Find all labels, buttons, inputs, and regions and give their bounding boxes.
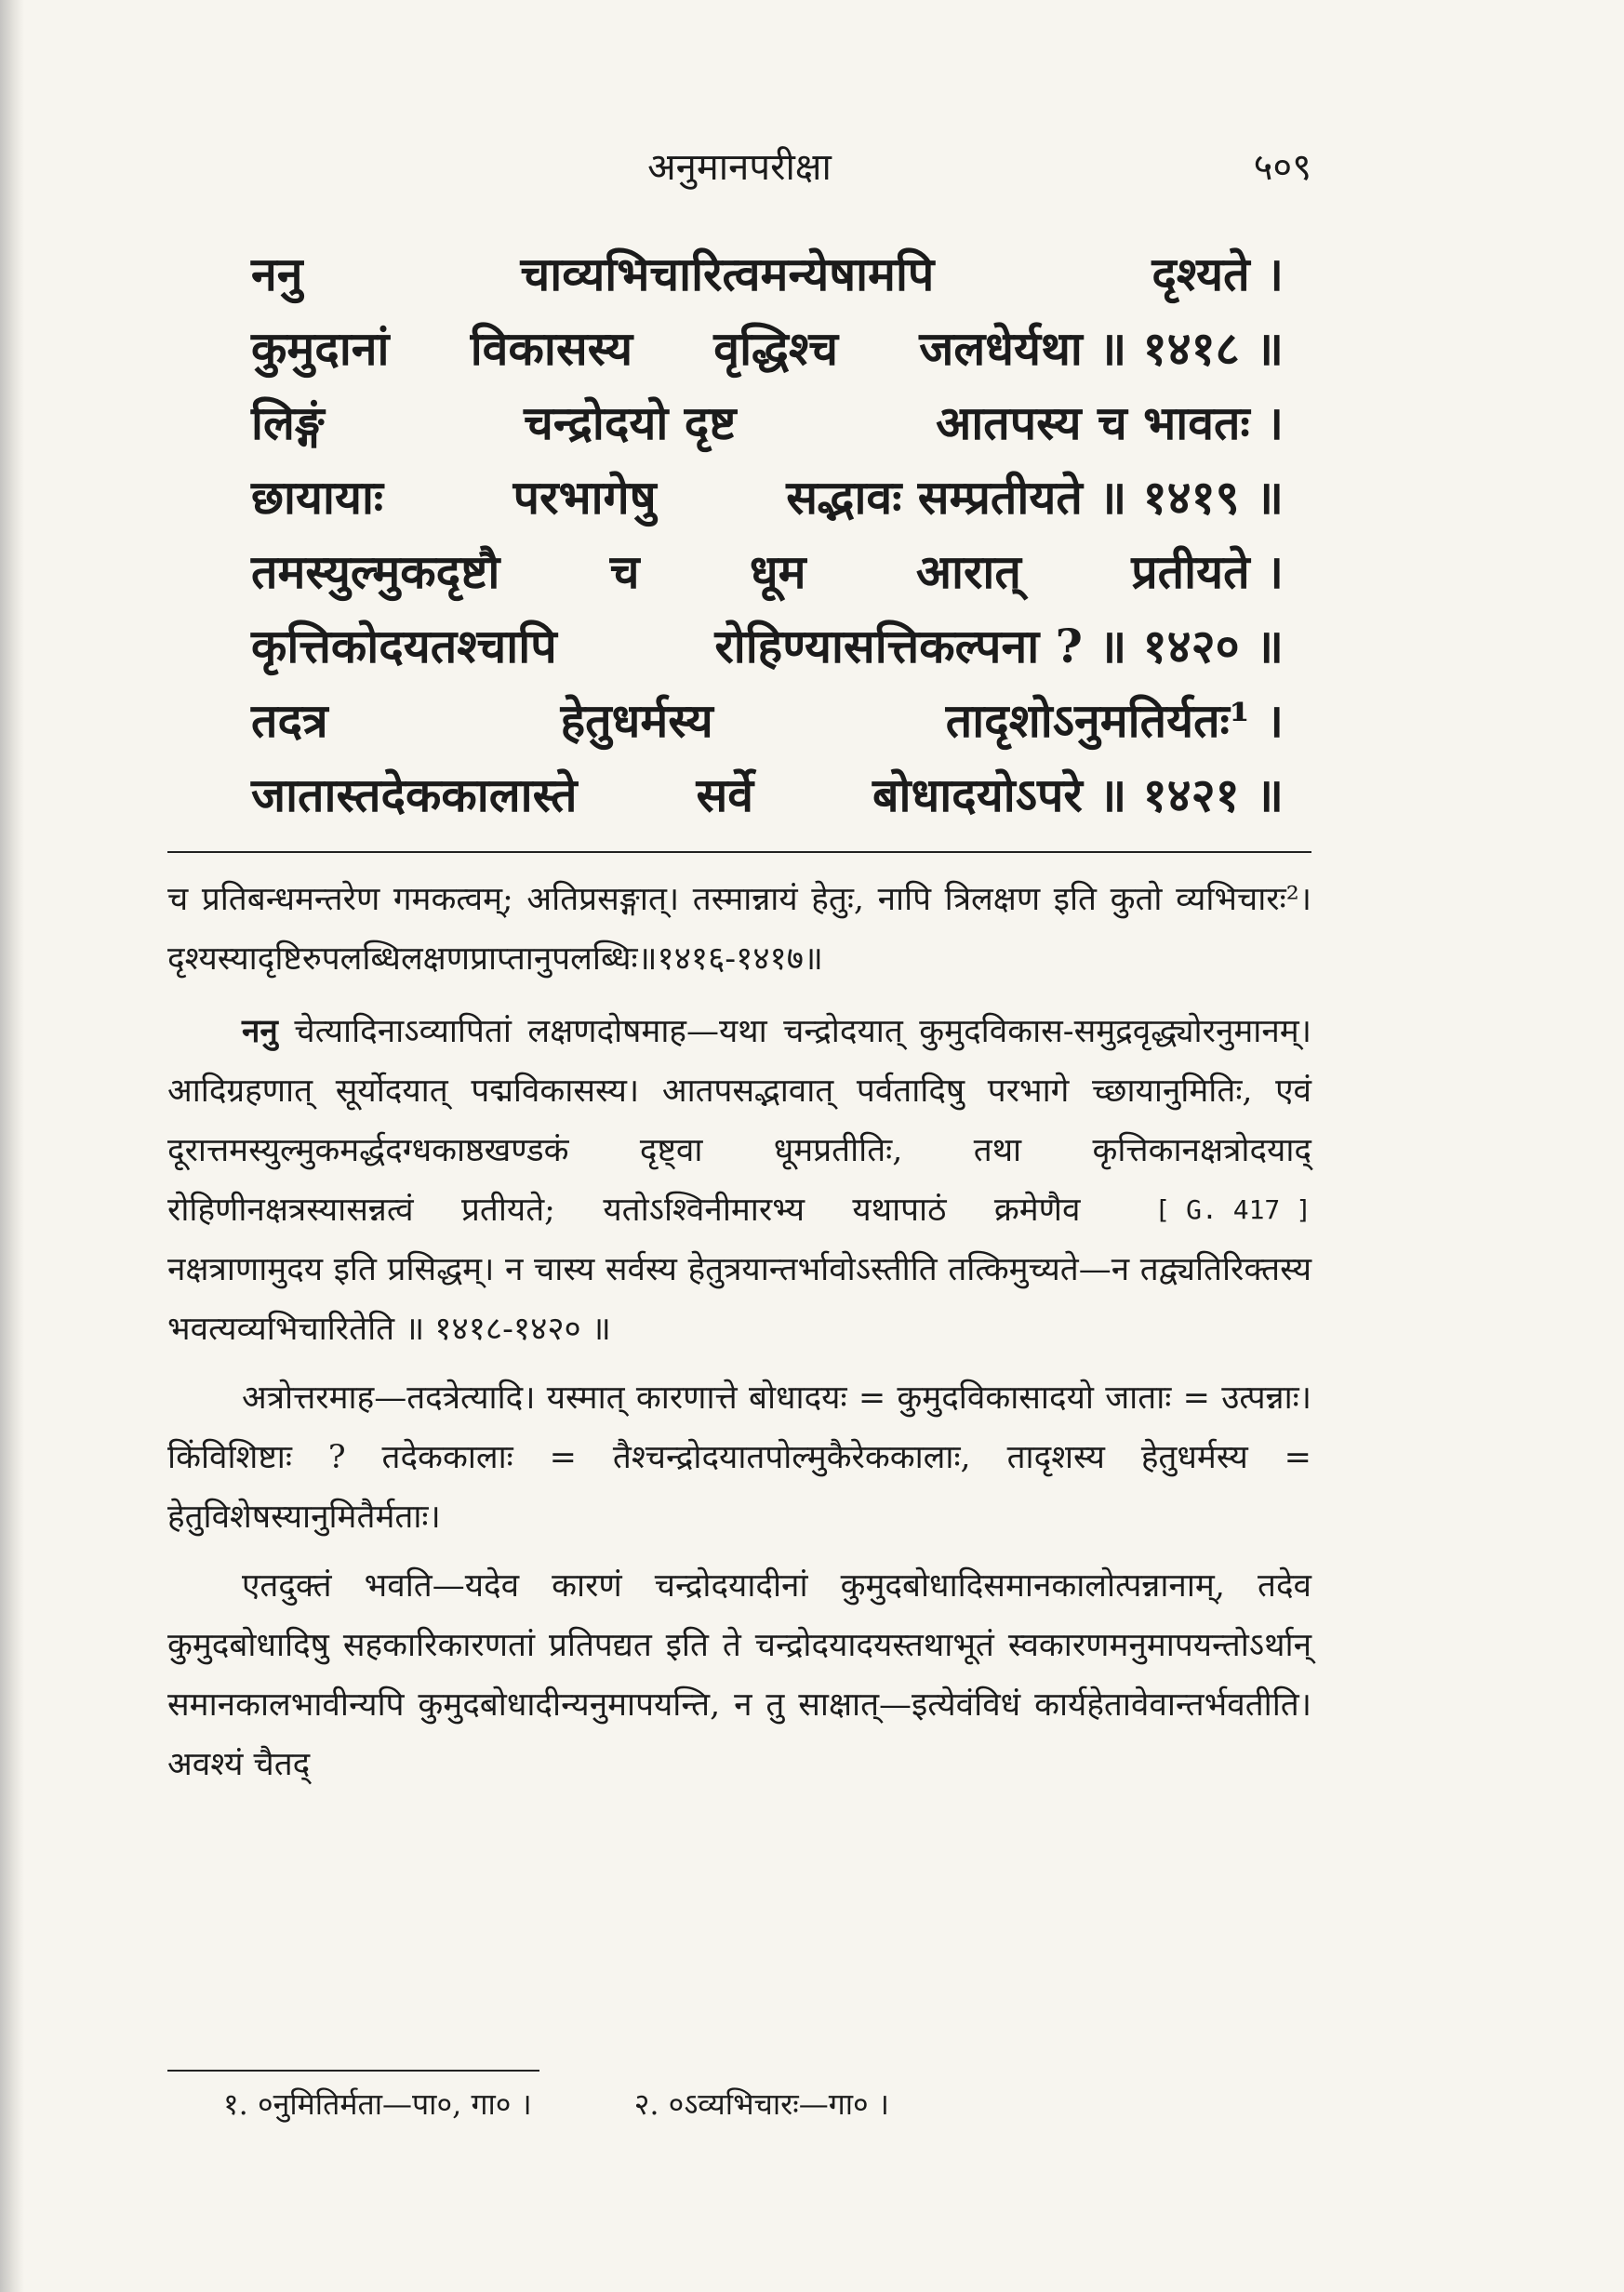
verse-word: कृत्तिकोदयतश्चापि <box>251 619 557 673</box>
verse-word: जातास्तदेककालास्ते <box>251 767 578 822</box>
verse-line <box>251 609 1284 684</box>
verse-word: सर्वे <box>696 767 754 822</box>
running-title: अनुमानपरीक्षा <box>647 146 832 189</box>
verse-word: छायायाः <box>251 470 383 525</box>
commentary-paragraph: अत्रोत्तरमाह—तदत्रेत्यादि। यस्मात् कारणात्ते बोधादयः = कुमुदविकासादयो जाताः = उत्पन्नाः। किंविशिष्टाः ? तदेककालाः = तैश्चन्द्रोदयातपोल्मुकैरेककालाः, तादृशस्य हेतुधर्मस्य = हेतुविशेषस्यानुमितैर्मताः। <box>167 1379 1311 1536</box>
verse-word: तदत्र <box>251 693 328 748</box>
verse-word: कुमुदानां <box>251 321 390 376</box>
verse-line <box>251 386 1284 460</box>
verse-word: ननु <box>251 247 303 301</box>
footnote-divider <box>167 2070 539 2072</box>
verse-word: तमस्युल्मुकदृष्टौ <box>251 544 500 599</box>
footnotes <box>223 2084 1246 2124</box>
verse-word: सद्भावः सम्प्रतीयते ॥ १४१९ ॥ <box>786 470 1284 525</box>
verse-word: तादृशोऽनुमतिर्यतः¹ । <box>945 693 1284 748</box>
verse-commentary-divider <box>167 851 1311 853</box>
verse-word: लिङ्गं <box>251 395 325 450</box>
verse-word: धूम <box>749 544 806 599</box>
verse-line <box>251 312 1284 386</box>
verse-word: च <box>609 544 640 599</box>
verse-word: चाव्यभिचारित्वमन्येषामपि <box>520 247 935 301</box>
verse-line <box>251 535 1284 609</box>
verse-line <box>251 684 1284 758</box>
footnote: २. ०ऽव्यभिचारः—गा० । <box>633 2086 889 2122</box>
verse-word: विकासस्य <box>470 321 633 376</box>
commentary-paragraph: एतदुक्तं भवति—यदेव कारणं चन्द्रोदयादीनां कुमुदबोधादिसमानकालोत्पन्नानाम्, तदेव कुमुदबोधादिषु सहकारिकारणतां प्रतिपद्यत इति ते चन्द्रोदयादयस्तथाभूतं स्वकारणमनुमापयन्तोऽर्थान् समानकालभावीन्यपि कुमुदबोधादीन्यनुमापयन्ति, न तु साक्षात्—इत्येवंविधं कार्यहेतावेवान्तर्भवतीति। अवश्यं चैतद् <box>167 1567 1311 1783</box>
commentary-text: प्रतीयते; यतोऽश्विनीमारभ्य यथापाठं क्रमेणैव नक्षत्राणामुदय इति प्रसिद्धम्। न चास्य सर्वस्य हेतुत्रयान्तर्भावोऽस्तीति तत्किमुच्यते—न तद्व्यतिरिक्तस्य भवत्यव्यभिचारितेति ॥ १४१८-१४२० ॥ <box>167 1192 1311 1348</box>
verse-word: रोहिण्यासत्तिकल्पना ? ॥ १४२० ॥ <box>714 619 1284 673</box>
binding-edge-shadow <box>0 0 24 2292</box>
verse-word: आरात् <box>915 544 1021 599</box>
verse-line <box>251 758 1284 833</box>
page-number: ५०९ <box>1253 146 1311 189</box>
commentary-paragraph: च प्रतिबन्धमन्तरेण गमकत्वम्; अतिप्रसङ्गात्। तस्मान्नायं हेतुः, नापि त्रिलक्षण इति कुतो व्यभिचारः²। दृश्यस्यादृष्टिरुपलब्धिलक्षणप्राप्तानुपलब्धिः॥१४१६-१४१७॥ <box>167 881 1311 978</box>
verse-word: दृश्यते । <box>1151 247 1284 301</box>
verse-word: परभागेषु <box>512 470 657 525</box>
verse-word: हेतुधर्मस्य <box>560 693 713 748</box>
verse-block <box>251 237 1284 833</box>
verse-line <box>251 460 1284 535</box>
verse-word: जलधेर्यथा ॥ १४१८ ॥ <box>919 321 1284 376</box>
page-header <box>167 140 1311 195</box>
verse-word: चन्द्रोदयो दृष्ट <box>524 395 737 450</box>
verse-line <box>251 237 1284 312</box>
verse-word: बोधादयोऽपरे ॥ १४२१ ॥ <box>872 767 1284 822</box>
commentary-block <box>167 870 1311 1804</box>
footnote: १. ०नुमितिर्मता—पा०, गा० । <box>223 2086 532 2122</box>
verse-word: आतपस्य च भावतः । <box>936 395 1284 450</box>
pratika-word: ननु <box>242 1012 278 1050</box>
commentary-paragraph <box>167 1002 1311 1359</box>
verse-word: प्रतीयते । <box>1131 544 1284 599</box>
commentary-text: चेत्यादिनाऽव्यापितां लक्षणदोषमाह—यथा चन्द्रोदयात् कुमुदविकास-समुद्रवृद्ध्योरनुमानम्। आदिग्रहणात् सूर्योदयात् पद्मविकासस्य। आतपसद्भावात् पर्वतादिषु परभागे च्छायानुमितिः, एवं दूरात्तमस्युल्मुकमर्द्धदग्धकाष्ठखण्डकं दृष्ट्वा धूमप्रतीतिः, तथा कृत्तिकानक्षत्रोदयाद् रोहिणीनक्षत्रस्यासन्नत्वं <box>167 1013 1311 1229</box>
page-reference: [ G. 417 ] <box>1154 1194 1311 1225</box>
verse-word: वृद्धिश्च <box>713 321 838 376</box>
